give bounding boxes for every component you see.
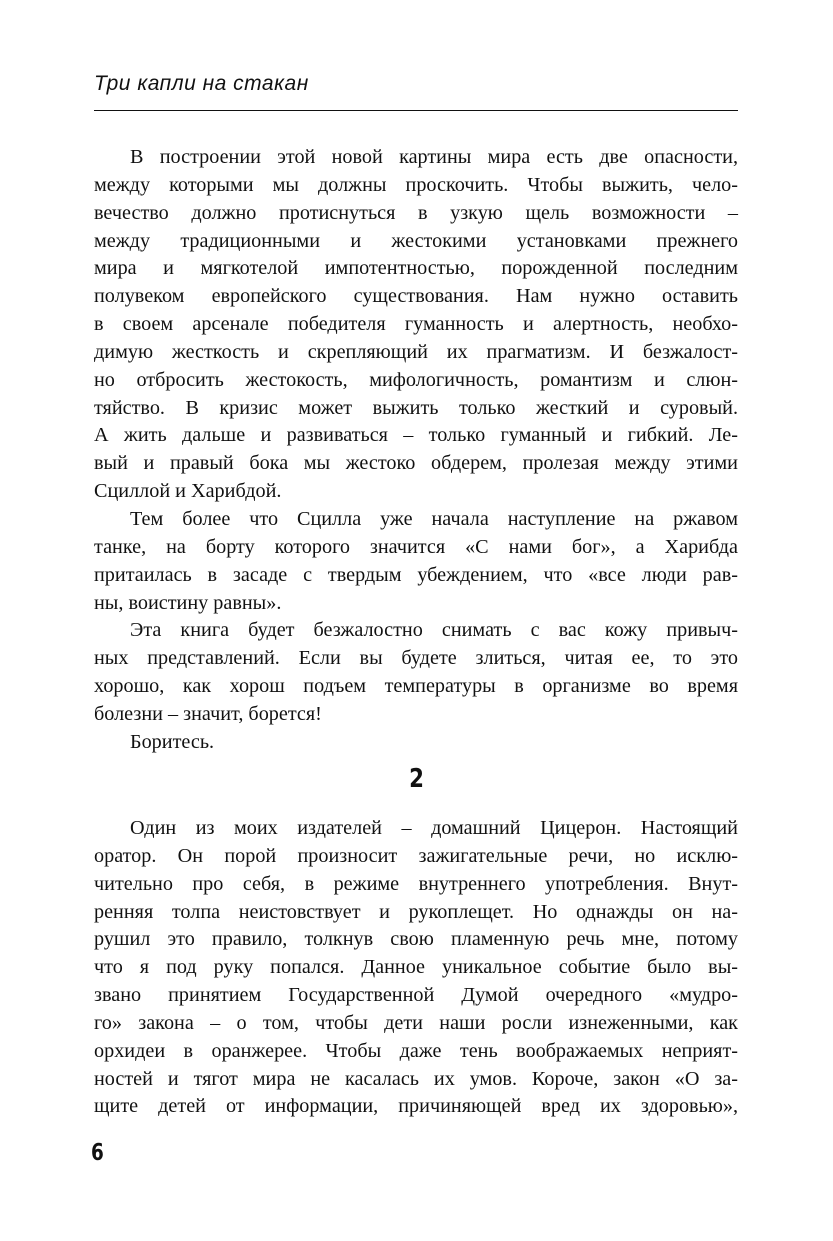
text-line: В построении этой новой картины мира есть две опасности, [130,146,738,168]
text-line: между традиционными и жестокими установками прежнего [94,229,738,252]
text-line: го» закона – о том, чтобы дети наши росли изнеженными, как [94,1011,738,1034]
text-line: тяйство. В кризис может выжить только жесткий и суровый. [94,396,738,419]
text-line: Один из моих издателей – домашний Цицерон. Настоящий [130,817,738,839]
paragraph [94,815,738,1121]
paragraph [94,506,738,617]
text-line: оратор. Он порой произносит зажигательные речи, но исклю- [94,844,738,867]
page-number: 6 [91,1140,104,1166]
text-line: притаилась в засаде с твердым убеждением, что «все люди рав- [94,563,738,586]
text-line: полувеком европейского существования. Нам нужно оставить [94,285,738,308]
text-line: но отбросить жестокость, мифологичность, романтизм и слюн- [94,368,738,391]
text-line: ных представлений. Если вы будете злиться, читая ее, то это [94,647,738,670]
text-line: вый и правый бока мы жестоко обдерем, пролезая между этими [94,452,738,475]
text-line: Тем более что Сцилла уже начала наступление на ржавом [130,507,738,530]
text-line: рушил это правило, толкнув свою пламенную речь мне, потому [94,928,738,951]
text-line: А жить дальше и развиваться – только гуманный и гибкий. Ле- [94,424,738,447]
section-2-text [94,815,738,1121]
paragraph [94,617,738,728]
running-title: Три капли на стакан [94,72,309,95]
text-line: вечество должно протиснуться в узкую щель возможности – [94,201,738,224]
text-line: щите детей от информации, причиняющей вред их здоровью», [94,1095,738,1118]
section-1-text [94,144,738,757]
text-line: Боритесь. [130,730,215,753]
text-line: хорошо, как хорош подъем температуры в организме во время [94,675,738,698]
text-line: что я под руку попался. Данное уникальное событие было вы- [94,956,738,979]
text-line: ны, воистину равны». [94,591,282,614]
text-line: звано принятием Государственной Думой очередного «мудро- [94,984,738,1007]
text-line: Сциллой и Харибдой. [94,480,282,503]
text-line: чительно про себя, в режиме внутреннего употребления. Внут- [94,872,738,895]
header-rule [94,110,738,111]
text-line: Эта книга будет безжалостно снимать с вас кожу привыч- [130,619,738,642]
text-line: ностей и тягот мира не касалась их умов. Короче, закон «О за- [94,1067,738,1090]
paragraph [94,729,738,757]
text-line: танке, на борту которого значится «С нами бог», а Харибда [94,535,738,558]
text-line: димую жесткость и скрепляющий их прагматизм. И безжалост- [94,340,738,363]
text-line: в своем арсенале победителя гуманность и алертность, необхо- [94,313,738,336]
text-line: мира и мягкотелой импотентностью, порожденной последним [94,257,738,280]
paragraph [94,144,738,506]
text-line: болезни – значит, борется! [94,702,322,725]
chapter-number: 2 [409,764,424,794]
text-line: между которыми мы должны проскочить. Чтобы выжить, чело- [94,173,738,196]
text-line: орхидеи в оранжерее. Чтобы даже тень воображаемых неприят- [94,1039,738,1062]
text-line: ренняя толпа неистовствует и рукоплещет. Но однажды он на- [94,900,738,923]
